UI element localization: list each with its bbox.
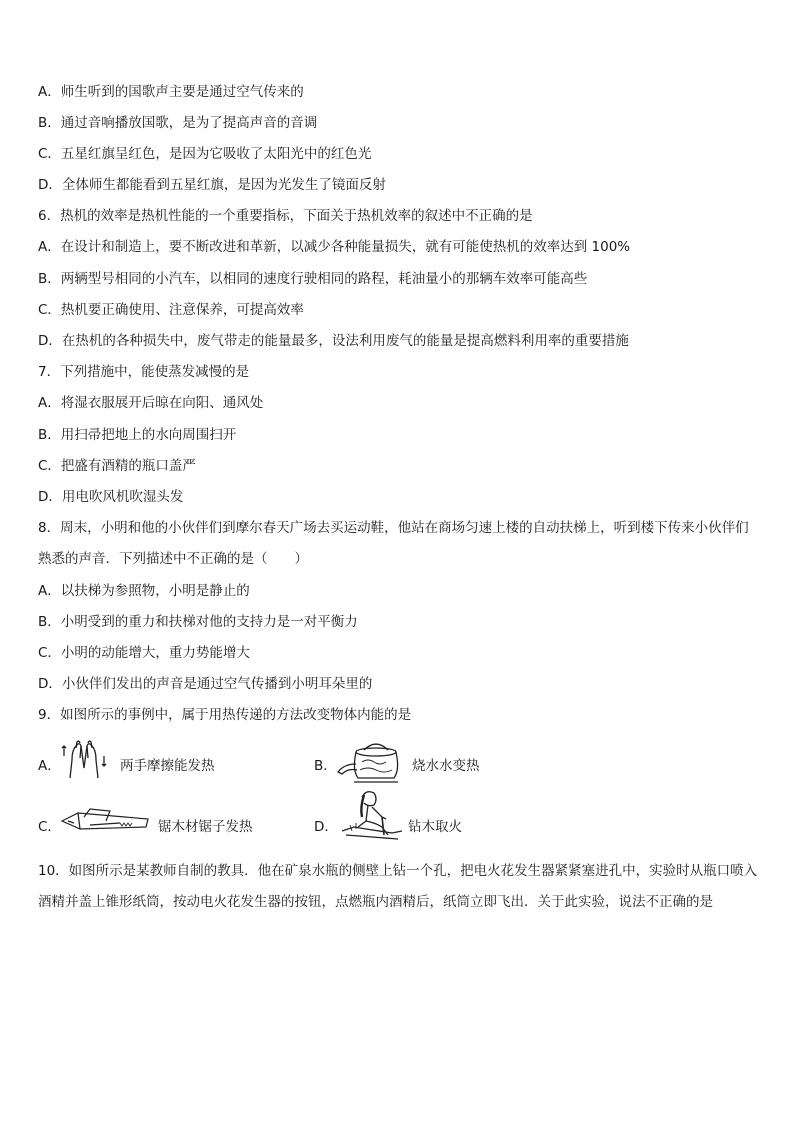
q8-option-a: A．以扶梯为参照物，小明是静止的 [38, 583, 250, 599]
q8-stem: 8．周末，小明和他的小伙伴们到摩尔春天广场去买运动鞋，他站在商场匀速上楼的自动扶梯上，听到楼下传来小伙伴们熟悉的声音．下列描述中不正确的是（ ） [38, 520, 749, 567]
q5-option-d: D．全体师生都能看到五星红旗，是因为光发生了镜面反射 [38, 177, 386, 193]
q5-option-a: A．师生听到的国歌声主要是通过空气传来的 [38, 84, 304, 100]
q9-option-a-caption: 两手摩擦能发热 [120, 758, 215, 774]
q9-option-c-letter: C． [38, 819, 61, 835]
q9-option-a-letter: A． [38, 758, 61, 774]
q9-option-d-letter: D． [314, 819, 338, 835]
q8-option-b: B．小明受到的重力和扶梯对他的支持力是一对平衡力 [38, 614, 358, 630]
q7-stem: 7．下列措施中，能使蒸发减慢的是 [38, 364, 250, 380]
q6-option-c: C．热机要正确使用、注意保养，可提高效率 [38, 302, 304, 318]
rubbing-hands-icon [60, 738, 108, 782]
q9-stem: 9．如图所示的事例中，属于用热传递的方法改变物体内能的是 [38, 707, 412, 723]
drilling-wood-fire-icon [336, 787, 408, 847]
q6-option-a: A．在设计和制造上，要不断改进和革新，以减少各种能量损失，就有可能使热机的效率达到 100% [38, 239, 631, 255]
q6-option-b: B．两辆型号相同的小汽车，以相同的速度行驶相同的路程，耗油量小的那辆车效率可能高些 [38, 271, 588, 287]
q7-option-b: B．用扫帚把地上的水向周围扫开 [38, 427, 237, 443]
q9-options-row-2 [38, 799, 758, 849]
q5-option-c: C．五星红旗呈红色，是因为它吸收了太阳光中的红色光 [38, 146, 372, 162]
q9-options-row-1 [38, 738, 758, 788]
q9-option-b-caption: 烧水水变热 [412, 758, 480, 774]
q6-option-d: D．在热机的各种损失中，废气带走的能量最多，设法利用废气的能量是提高燃料利用率的重要措施 [38, 333, 629, 349]
q8-option-d: D．小伙伴们发出的声音是通过空气传播到小明耳朵里的 [38, 676, 373, 692]
saw-icon [60, 799, 150, 839]
q8-option-c: C．小明的动能增大，重力势能增大 [38, 645, 250, 661]
q9-option-d-caption: 钻木取火 [408, 819, 462, 835]
q10-stem: 10．如图所示是某教师自制的教具．他在矿泉水瓶的侧壁上钻一个孔，把电火花发生器紧紧塞进孔中，实验时从瓶口喷入酒精并盖上锥形纸筒，按动电火花发生器的按钮，点燃瓶内酒精后，纸筒立即飞出．关于此实验，说法不正确的是 [38, 863, 758, 910]
q9-option-c-caption: 锯木材锯子发热 [158, 819, 253, 835]
q6-stem: 6．热机的效率是热机性能的一个重要指标，下面关于热机效率的叙述中不正确的是 [38, 208, 533, 224]
q7-option-a: A．将湿衣服展开后晾在向阳、通风处 [38, 395, 264, 411]
kettle-icon [336, 738, 412, 786]
q5-option-b: B．通过音响播放国歌，是为了提高声音的音调 [38, 115, 318, 131]
q9-option-b-letter: B． [314, 758, 337, 774]
q7-option-d: D．用电吹风机吹湿头发 [38, 489, 184, 505]
q7-option-c: C．把盛有酒精的瓶口盖严 [38, 458, 196, 474]
